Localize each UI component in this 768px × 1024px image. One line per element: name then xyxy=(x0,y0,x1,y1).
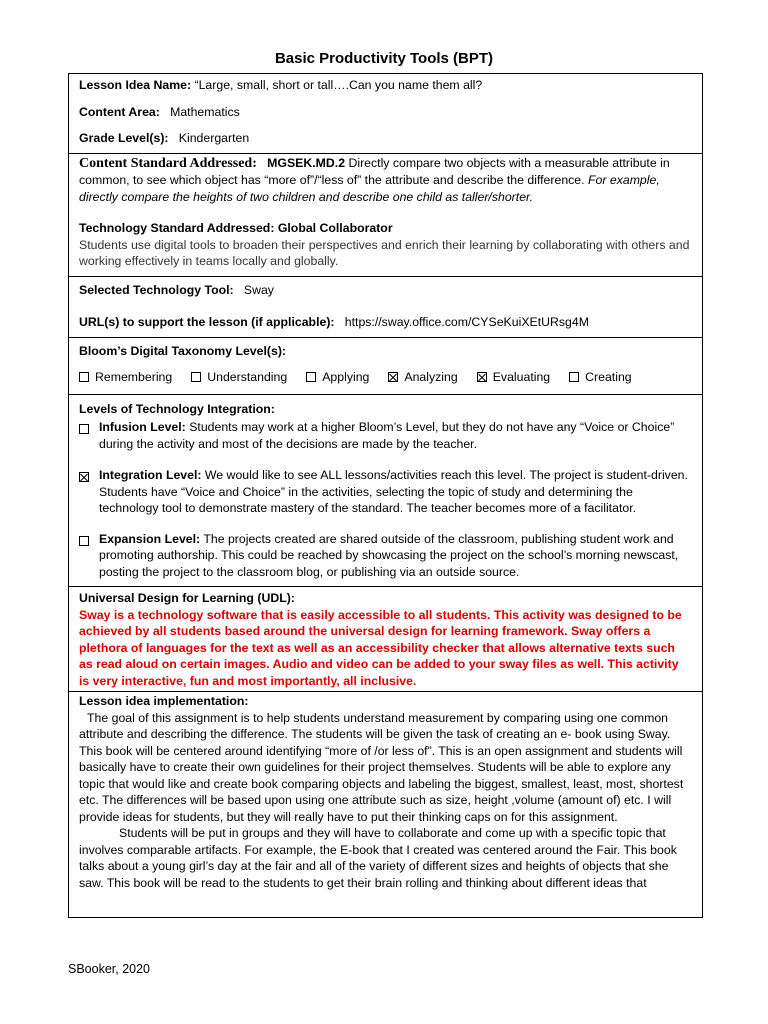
checkbox-checked-icon[interactable] xyxy=(477,372,487,382)
url-value[interactable]: https://sway.office.com/CYSeKuiXEtURsg4M xyxy=(344,315,589,329)
content-area-value: Mathematics xyxy=(170,104,240,119)
lesson-info-section xyxy=(69,74,702,154)
implementation-label: Lesson idea implementation: xyxy=(79,694,249,708)
blooms-label: Bloom’s Digital Taxonomy Level(s): xyxy=(79,343,287,358)
bloom-applying[interactable]: Applying xyxy=(306,369,369,386)
checkbox-unchecked-icon[interactable] xyxy=(79,424,89,434)
tool-section xyxy=(69,277,702,338)
tech-standard-label: Technology Standard Addressed: Global Collaborator xyxy=(79,221,393,235)
infusion-text: Students may work at a higher Bloom’s Level, but they do not have any “Voice or Choice” during the activity and most of the decisions are made by the teacher. xyxy=(99,420,675,451)
expansion-level xyxy=(79,531,692,581)
blooms-section xyxy=(69,338,702,395)
footer-author: SBooker, 2020 xyxy=(68,962,151,976)
integration-label: Levels of Technology Integration: xyxy=(79,401,275,416)
implementation-paragraph-2: Students will be put in groups and they will have to collaborate and come up with a specific topic that involves comparable artifacts. For example, the E-book that I created was centered around the Fair. This book talks about a young girl’s day at the fair and all of the variety of different sizes and heights of objects that she saw. This book will be read to the students to get their brain rolling and thinking about different ideas that xyxy=(79,826,677,890)
expansion-text: The projects created are shared outside of the classroom, publishing student work and promoting authorship. This could be reached by showcasing the project on the school’s morning newscast, posting the project to the classroom blog, or publishing via an outside source. xyxy=(99,531,679,579)
lesson-plan-table xyxy=(68,73,703,918)
content-standard-code: MGSEK.MD.2 xyxy=(267,155,346,170)
tech-standard-text: Students use digital tools to broaden their perspectives and enrich their learning by collaborating with others and working effectively in teams locally and globally. xyxy=(79,237,690,268)
tool-label: Selected Technology Tool: xyxy=(79,282,234,297)
grade-level-label: Grade Level(s): xyxy=(79,131,169,145)
checkbox-checked-icon[interactable] xyxy=(79,472,89,482)
udl-label: Universal Design for Learning (UDL): xyxy=(79,591,295,605)
standards-section xyxy=(69,154,702,277)
lesson-name-label: Lesson Idea Name: xyxy=(79,78,192,92)
checkbox-unchecked-icon[interactable] xyxy=(191,372,201,382)
grade-level-value: Kindergarten xyxy=(178,131,250,145)
udl-section xyxy=(69,587,702,692)
document-title: Basic Productivity Tools (BPT) xyxy=(274,50,494,67)
bloom-evaluating[interactable]: Evaluating xyxy=(477,369,550,386)
expansion-label: Expansion Level: xyxy=(99,531,201,546)
checkbox-unchecked-icon[interactable] xyxy=(569,372,579,382)
content-standard-text: Directly compare two objects with a measurable attribute in common, to see which object has “more of”/“less of” the attribute and describe the difference. xyxy=(79,155,670,187)
bloom-remembering[interactable]: Remembering xyxy=(79,369,172,386)
blooms-options xyxy=(79,369,692,386)
checkbox-checked-icon[interactable] xyxy=(388,372,398,382)
integration-level-label: Integration Level: xyxy=(99,468,202,482)
integration-level xyxy=(79,467,692,517)
bloom-creating[interactable]: Creating xyxy=(569,369,631,386)
content-standard-example: For example, directly compare the heights of two children and describe one child as taller/shorter. xyxy=(79,173,660,204)
bloom-analyzing[interactable]: Analyzing xyxy=(388,369,457,386)
url-label: URL(s) to support the lesson (if applicable): xyxy=(79,315,335,329)
lesson-name-value: “Large, small, short or tall….Can you name them all? xyxy=(194,78,483,92)
content-standard-label: Content Standard Addressed: xyxy=(79,155,257,171)
implementation-paragraph-1: The goal of this assignment is to help students understand measurement by comparing using one common attribute and describing the difference. The students will be given the task of creating an e- book using Sway. This book will be centered around identifying “more of /or less of”. This is an open assignment and students will basically have to create their own guidelines for their project themselves. Students will be able to explore any topic that would like and create book comparing objects and labeling the biggest, smallest, least, most, shortest etc. The differences will be based upon using one attribute such as size, height ,volume (amount of) etc. I will provide ideas for students, but they will really have to put their thinking caps on for this assignment. xyxy=(79,710,684,824)
checkbox-unchecked-icon[interactable] xyxy=(79,536,89,546)
bloom-understanding[interactable]: Understanding xyxy=(191,369,287,386)
checkbox-unchecked-icon[interactable] xyxy=(306,372,316,382)
udl-text: Sway is a technology software that is easily accessible to all students. This activity was designed to be achieved by all students based around the universal design for learning framework. Sway offers a plethora of languages for the text as well as an accessibility checker that allows alternative texts such as read aloud on certain images. Audio and video can be added to your sway files as well. This activity is very interactive, fun and most importantly, all inclusive. xyxy=(79,607,682,688)
implementation-section xyxy=(69,692,702,918)
integration-section xyxy=(69,395,702,588)
content-area-label: Content Area: xyxy=(79,104,160,119)
infusion-level xyxy=(79,419,692,452)
infusion-label: Infusion Level: xyxy=(99,420,186,434)
tool-value: Sway xyxy=(243,282,274,297)
checkbox-unchecked-icon[interactable] xyxy=(79,372,89,382)
integration-level-text: We would like to see ALL lessons/activities reach this level. The project is student-driven. Students have “Voice and Choice” in the activities, selecting the topic of study and determining the technology tool to demonstrate mastery of the standard. The teacher becomes more of a facilitator. xyxy=(99,468,688,515)
